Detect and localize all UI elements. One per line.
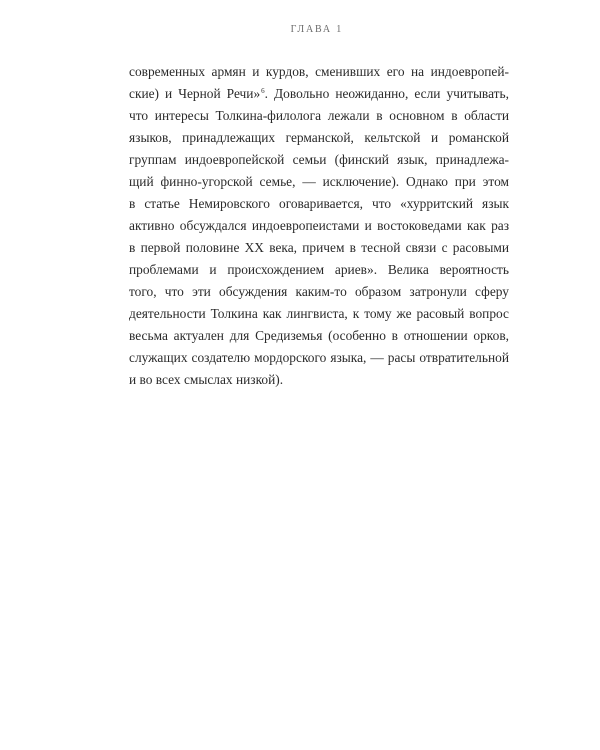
text-line-with-footnote — [129, 83, 509, 105]
text-fragment: . Довольно неожиданно, если учитывать, — [264, 86, 509, 101]
text-line: группам индоевропейской семьи (финский язык, принадлежа- — [129, 152, 509, 167]
text-line: современных армян и курдов, сменивших его на индоевропей- — [129, 64, 509, 79]
text-line-last: и во всех смыслах низкой). — [129, 372, 284, 387]
text-line: в статье Немировского оговаривается, что «хурритский язык — [129, 196, 509, 211]
text-line: того, что эти обсуждения каким-то образом затронули сферу — [129, 284, 509, 299]
text-line: щий финно-угорской семье, — исключение). Однако при этом — [129, 174, 509, 189]
footnote-ref[interactable]: 6 — [261, 86, 265, 95]
text-line: весьма актуален для Средиземья (особенно в отношении орков, — [129, 328, 509, 343]
running-head: ГЛАВА 1 — [290, 24, 343, 35]
text-line: проблемами и происхождением ариев». Велика вероятность — [129, 262, 509, 277]
body-paragraph — [129, 61, 509, 391]
text-line: языков, принадлежащих германской, кельтской и романской — [129, 130, 509, 145]
text-line: активно обсуждался индоевропеистами и востоковедами как раз — [129, 218, 509, 233]
text-line: деятельности Толкина как лингвиста, к тому же расовый вопрос — [129, 306, 509, 321]
text-line: что интересы Толкина-филолога лежали в основном в области — [129, 108, 509, 123]
text-fragment: ские) и Черной Речи» — [129, 86, 261, 101]
text-line: в первой половине XX века, причем в тесной связи с расовыми — [129, 240, 509, 255]
text-line: служащих создателю мордорского языка, — расы отвратительной — [129, 350, 509, 365]
